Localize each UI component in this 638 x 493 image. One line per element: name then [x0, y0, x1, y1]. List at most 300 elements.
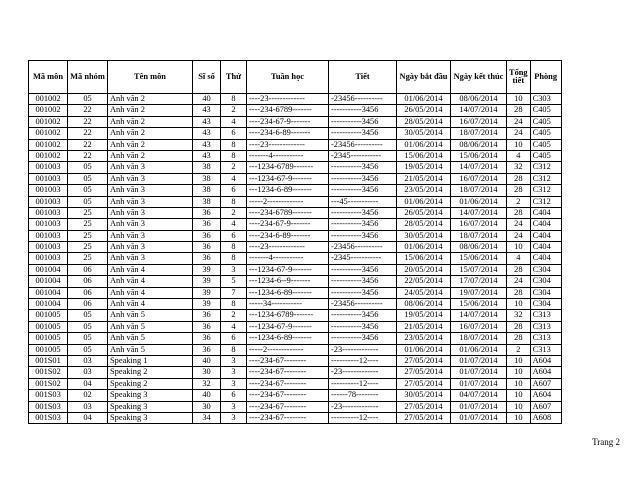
cell-si-so: 36 [193, 310, 221, 321]
cell-ten-mon: Anh văn 5 [108, 333, 193, 344]
cell-ten-mon: Anh văn 5 [108, 321, 193, 332]
cell-ma-nhom: 06 [68, 264, 108, 275]
cell-ngay-ket-thuc: 14/07/2014 [451, 207, 507, 218]
cell-tuan-hoc: ----23------------- [247, 242, 329, 253]
cell-ten-mon: Anh văn 3 [108, 230, 193, 241]
cell-tong-tiet: 2 [507, 344, 531, 355]
cell-phong: C405 [530, 150, 561, 161]
cell-ngay-ket-thuc: 14/07/2014 [451, 162, 507, 173]
cell-si-so: 39 [193, 299, 221, 310]
cell-tuan-hoc: ----234-67-------- [247, 401, 329, 412]
cell-tong-tiet: 28 [507, 321, 531, 332]
cell-ten-mon: Anh văn 2 [108, 116, 193, 127]
cell-tong-tiet: 24 [507, 128, 531, 139]
cell-tiet: ------78-------- [329, 390, 397, 401]
cell-thu: 4 [221, 116, 247, 127]
cell-tiet: -----------3456 [329, 116, 397, 127]
cell-si-so: 38 [193, 162, 221, 173]
cell-phong: C404 [530, 219, 561, 230]
cell-ma-mon: 001002 [29, 139, 68, 150]
cell-ma-nhom: 25 [68, 253, 108, 264]
cell-tong-tiet: 10 [507, 401, 531, 412]
cell-ma-mon: 001004 [29, 264, 68, 275]
cell-tuan-hoc: ---1234-6-89------- [247, 185, 329, 196]
cell-tong-tiet: 10 [507, 139, 531, 150]
cell-ngay-ket-thuc: 01/07/2014 [451, 401, 507, 412]
cell-tiet: -----------3456 [329, 162, 397, 173]
cell-tong-tiet: 32 [507, 310, 531, 321]
cell-phong: C313 [530, 321, 561, 332]
cell-tuan-hoc: ---1234-67-9------- [247, 173, 329, 184]
cell-ma-nhom: 04 [68, 412, 108, 423]
cell-si-so: 38 [193, 185, 221, 196]
cell-si-so: 36 [193, 321, 221, 332]
cell-ngay-bat-dau: 28/05/2014 [397, 219, 451, 230]
cell-tong-tiet: 10 [507, 94, 531, 105]
cell-ten-mon: Anh văn 3 [108, 219, 193, 230]
cell-ma-mon: 001002 [29, 150, 68, 161]
cell-ngay-bat-dau: 01/06/2014 [397, 344, 451, 355]
cell-thu: 8 [221, 242, 247, 253]
cell-tiet: -----------3456 [329, 287, 397, 298]
cell-tong-tiet: 10 [507, 355, 531, 366]
cell-si-so: 43 [193, 105, 221, 116]
cell-ma-mon: 001S03 [29, 412, 68, 423]
cell-si-so: 36 [193, 219, 221, 230]
cell-tong-tiet: 28 [507, 333, 531, 344]
cell-thu: 2 [221, 207, 247, 218]
header-thu: Thứ [221, 61, 247, 94]
cell-si-so: 43 [193, 150, 221, 161]
cell-si-so: 32 [193, 378, 221, 389]
cell-tiet: -2345----------- [329, 150, 397, 161]
table-row [29, 287, 562, 298]
cell-tiet: ----------12---- [329, 355, 397, 366]
cell-ngay-ket-thuc: 01/07/2014 [451, 412, 507, 423]
table-row [29, 264, 562, 275]
table-row [29, 116, 562, 127]
cell-ma-mon: 001S03 [29, 401, 68, 412]
table-row [29, 333, 562, 344]
cell-ten-mon: Anh văn 3 [108, 185, 193, 196]
cell-ngay-ket-thuc: 01/07/2014 [451, 367, 507, 378]
table-row [29, 105, 562, 116]
header-tong-tiet: Tổng tiết [507, 61, 531, 94]
cell-thu: 6 [221, 128, 247, 139]
cell-ngay-bat-dau: 21/05/2014 [397, 173, 451, 184]
cell-phong: C312 [530, 196, 561, 207]
cell-tuan-hoc: ---1234-6--9------- [247, 276, 329, 287]
cell-si-so: 40 [193, 390, 221, 401]
cell-phong: A604 [530, 390, 561, 401]
table-row [29, 128, 562, 139]
cell-ngay-bat-dau: 27/05/2014 [397, 412, 451, 423]
cell-phong: C312 [530, 162, 561, 173]
cell-thu: 3 [221, 412, 247, 423]
cell-ten-mon: Anh văn 5 [108, 310, 193, 321]
cell-ma-nhom: 05 [68, 173, 108, 184]
cell-ngay-bat-dau: 19/05/2014 [397, 162, 451, 173]
cell-tong-tiet: 10 [507, 390, 531, 401]
cell-tuan-hoc: -----34----------- [247, 299, 329, 310]
cell-ma-nhom: 22 [68, 150, 108, 161]
cell-tiet: -----------3456 [329, 105, 397, 116]
cell-ma-nhom: 03 [68, 367, 108, 378]
cell-ma-mon: 001005 [29, 344, 68, 355]
table-header-row [29, 61, 562, 94]
cell-ma-nhom: 05 [68, 94, 108, 105]
cell-ma-nhom: 25 [68, 230, 108, 241]
cell-tiet: -----------3456 [329, 219, 397, 230]
cell-tuan-hoc: ----234-67-------- [247, 367, 329, 378]
cell-ngay-bat-dau: 27/05/2014 [397, 378, 451, 389]
cell-ten-mon: Anh văn 4 [108, 299, 193, 310]
cell-tuan-hoc: ---1234-6-89------- [247, 333, 329, 344]
cell-thu: 8 [221, 299, 247, 310]
cell-ten-mon: Anh văn 2 [108, 150, 193, 161]
cell-tong-tiet: 2 [507, 196, 531, 207]
cell-si-so: 39 [193, 264, 221, 275]
cell-tong-tiet: 10 [507, 242, 531, 253]
cell-ten-mon: Anh văn 3 [108, 207, 193, 218]
table-row [29, 401, 562, 412]
cell-thu: 6 [221, 333, 247, 344]
cell-tiet: -23------------- [329, 344, 397, 355]
cell-ngay-bat-dau: 01/06/2014 [397, 196, 451, 207]
cell-ten-mon: Anh văn 3 [108, 162, 193, 173]
cell-tong-tiet: 28 [507, 207, 531, 218]
cell-tuan-hoc: ----234-67-------- [247, 378, 329, 389]
cell-ten-mon: Speaking 3 [108, 390, 193, 401]
cell-tuan-hoc: ----234-67-9------- [247, 116, 329, 127]
cell-tiet: -----------3456 [329, 333, 397, 344]
table-row [29, 355, 562, 366]
cell-ten-mon: Anh văn 3 [108, 173, 193, 184]
cell-si-so: 30 [193, 401, 221, 412]
cell-ma-nhom: 06 [68, 287, 108, 298]
cell-tiet: ---45----------- [329, 196, 397, 207]
cell-phong: C304 [530, 287, 561, 298]
table-row [29, 185, 562, 196]
cell-ma-nhom: 05 [68, 185, 108, 196]
cell-tong-tiet: 24 [507, 276, 531, 287]
table-row [29, 173, 562, 184]
cell-ngay-ket-thuc: 14/07/2014 [451, 105, 507, 116]
cell-ngay-ket-thuc: 01/07/2014 [451, 355, 507, 366]
cell-tong-tiet: 10 [507, 367, 531, 378]
cell-ma-nhom: 22 [68, 105, 108, 116]
cell-ma-nhom: 04 [68, 378, 108, 389]
cell-ma-mon: 001002 [29, 116, 68, 127]
cell-ma-mon: 001003 [29, 207, 68, 218]
table-row [29, 150, 562, 161]
cell-si-so: 36 [193, 344, 221, 355]
cell-ten-mon: Anh văn 2 [108, 94, 193, 105]
cell-tong-tiet: 10 [507, 412, 531, 423]
header-si-so: Sĩ số [193, 61, 221, 94]
cell-tong-tiet: 24 [507, 116, 531, 127]
cell-ma-nhom: 22 [68, 139, 108, 150]
cell-phong: C404 [530, 207, 561, 218]
cell-ten-mon: Anh văn 2 [108, 139, 193, 150]
cell-tiet: -----------3456 [329, 264, 397, 275]
cell-ma-nhom: 06 [68, 276, 108, 287]
table-row [29, 344, 562, 355]
cell-tuan-hoc: ---1234-67-9------- [247, 321, 329, 332]
table-row [29, 321, 562, 332]
cell-tiet: -----------3456 [329, 185, 397, 196]
cell-ngay-bat-dau: 27/05/2014 [397, 401, 451, 412]
cell-thu: 5 [221, 276, 247, 287]
cell-tuan-hoc: ----234-67-9------- [247, 219, 329, 230]
cell-thu: 6 [221, 230, 247, 241]
cell-ma-mon: 001002 [29, 94, 68, 105]
cell-tiet: -23456---------- [329, 94, 397, 105]
cell-ma-mon: 001005 [29, 333, 68, 344]
cell-ngay-ket-thuc: 15/07/2014 [451, 264, 507, 275]
cell-ten-mon: Speaking 2 [108, 367, 193, 378]
header-tuan-hoc: Tuần học [247, 61, 329, 94]
cell-tuan-hoc: -------4----------- [247, 253, 329, 264]
cell-phong: C405 [530, 128, 561, 139]
cell-phong: A607 [530, 378, 561, 389]
cell-thu: 4 [221, 173, 247, 184]
cell-thu: 3 [221, 401, 247, 412]
cell-tuan-hoc: ----234-6-89------- [247, 128, 329, 139]
cell-ngay-ket-thuc: 19/07/2014 [451, 287, 507, 298]
cell-ngay-ket-thuc: 01/06/2014 [451, 196, 507, 207]
cell-ma-mon: 001S02 [29, 367, 68, 378]
cell-ma-nhom: 22 [68, 116, 108, 127]
cell-ma-nhom: 25 [68, 242, 108, 253]
cell-thu: 8 [221, 150, 247, 161]
cell-tuan-hoc: -----2------------- [247, 344, 329, 355]
cell-ngay-ket-thuc: 08/06/2014 [451, 242, 507, 253]
cell-ten-mon: Anh văn 2 [108, 128, 193, 139]
table-row [29, 230, 562, 241]
table-row [29, 390, 562, 401]
cell-ma-nhom: 03 [68, 355, 108, 366]
cell-tuan-hoc: ---1234-67-9------- [247, 264, 329, 275]
cell-si-so: 36 [193, 207, 221, 218]
table-row [29, 139, 562, 150]
cell-tiet: -23456---------- [329, 299, 397, 310]
cell-ten-mon: Anh văn 2 [108, 105, 193, 116]
cell-ma-mon: 001003 [29, 196, 68, 207]
cell-ma-nhom: 05 [68, 310, 108, 321]
cell-tiet: ----------12---- [329, 412, 397, 423]
cell-ngay-bat-dau: 22/05/2014 [397, 276, 451, 287]
cell-ma-mon: 001003 [29, 242, 68, 253]
table-row [29, 367, 562, 378]
cell-tuan-hoc: ---1234-6789------- [247, 310, 329, 321]
cell-phong: A607 [530, 401, 561, 412]
schedule-table [28, 60, 562, 424]
cell-thu: 2 [221, 162, 247, 173]
cell-ma-mon: 001S02 [29, 378, 68, 389]
cell-thu: 4 [221, 321, 247, 332]
cell-thu: 3 [221, 367, 247, 378]
cell-phong: C303 [530, 94, 561, 105]
cell-ma-mon: 001005 [29, 310, 68, 321]
cell-tong-tiet: 10 [507, 378, 531, 389]
cell-tuan-hoc: ----234-6789------- [247, 207, 329, 218]
cell-ngay-bat-dau: 30/05/2014 [397, 390, 451, 401]
cell-thu: 7 [221, 287, 247, 298]
cell-thu: 2 [221, 105, 247, 116]
cell-tong-tiet: 28 [507, 287, 531, 298]
cell-si-so: 34 [193, 412, 221, 423]
cell-phong: C312 [530, 185, 561, 196]
cell-ma-nhom: 02 [68, 390, 108, 401]
cell-ten-mon: Anh văn 3 [108, 196, 193, 207]
cell-ma-mon: 001003 [29, 253, 68, 264]
cell-ngay-bat-dau: 27/05/2014 [397, 355, 451, 366]
cell-ngay-ket-thuc: 01/07/2014 [451, 378, 507, 389]
table-row [29, 242, 562, 253]
cell-ngay-ket-thuc: 15/06/2014 [451, 299, 507, 310]
table-row [29, 276, 562, 287]
cell-tuan-hoc: ----234-6789------- [247, 105, 329, 116]
header-ngay-ket-thuc: Ngày kết thúc [451, 61, 507, 94]
cell-ngay-bat-dau: 19/05/2014 [397, 310, 451, 321]
cell-tuan-hoc: ----23------------- [247, 94, 329, 105]
cell-ngay-ket-thuc: 16/07/2014 [451, 116, 507, 127]
cell-si-so: 40 [193, 94, 221, 105]
cell-thu: 3 [221, 355, 247, 366]
header-ma-mon: Mã môn [29, 61, 68, 94]
cell-tiet: -----------3456 [329, 128, 397, 139]
cell-si-so: 36 [193, 253, 221, 264]
cell-si-so: 43 [193, 116, 221, 127]
cell-thu: 8 [221, 94, 247, 105]
cell-ma-nhom: 25 [68, 219, 108, 230]
schedule-sheet [28, 60, 562, 424]
cell-ngay-ket-thuc: 04/07/2014 [451, 390, 507, 401]
cell-ngay-bat-dau: 26/05/2014 [397, 207, 451, 218]
cell-tuan-hoc: ---1234-6-89------- [247, 287, 329, 298]
cell-ngay-bat-dau: 15/06/2014 [397, 253, 451, 264]
cell-ngay-ket-thuc: 18/07/2014 [451, 230, 507, 241]
table-row [29, 196, 562, 207]
cell-tong-tiet: 10 [507, 299, 531, 310]
cell-ngay-bat-dau: 30/05/2014 [397, 128, 451, 139]
cell-ngay-bat-dau: 01/06/2014 [397, 94, 451, 105]
cell-si-so: 38 [193, 173, 221, 184]
cell-tuan-hoc: ----234-67-------- [247, 412, 329, 423]
cell-tong-tiet: 4 [507, 253, 531, 264]
cell-si-so: 39 [193, 276, 221, 287]
cell-ten-mon: Speaking 1 [108, 355, 193, 366]
cell-ngay-bat-dau: 15/06/2014 [397, 150, 451, 161]
cell-tuan-hoc: ----234-67-------- [247, 355, 329, 366]
cell-ngay-bat-dau: 21/05/2014 [397, 321, 451, 332]
cell-phong: C313 [530, 310, 561, 321]
cell-ma-nhom: 03 [68, 401, 108, 412]
cell-ma-nhom: 05 [68, 196, 108, 207]
cell-phong: C404 [530, 242, 561, 253]
cell-ma-nhom: 22 [68, 128, 108, 139]
cell-tiet: -----------3456 [329, 207, 397, 218]
cell-ma-mon: 001003 [29, 230, 68, 241]
header-ngay-bat-dau: Ngày bắt đầu [397, 61, 451, 94]
cell-ngay-bat-dau: 08/06/2014 [397, 299, 451, 310]
table-row [29, 378, 562, 389]
cell-ngay-bat-dau: 23/05/2014 [397, 333, 451, 344]
cell-ngay-ket-thuc: 16/07/2014 [451, 321, 507, 332]
cell-tiet: -23456---------- [329, 139, 397, 150]
cell-ma-nhom: 05 [68, 321, 108, 332]
cell-tong-tiet: 28 [507, 105, 531, 116]
cell-ngay-bat-dau: 01/06/2014 [397, 242, 451, 253]
cell-thu: 8 [221, 253, 247, 264]
cell-phong: C312 [530, 173, 561, 184]
table-body [29, 94, 562, 424]
cell-thu: 3 [221, 264, 247, 275]
cell-ten-mon: Speaking 3 [108, 401, 193, 412]
cell-ngay-ket-thuc: 18/07/2014 [451, 128, 507, 139]
cell-phong: C304 [530, 299, 561, 310]
cell-si-so: 39 [193, 287, 221, 298]
cell-ngay-ket-thuc: 17/07/2014 [451, 276, 507, 287]
cell-ngay-bat-dau: 20/05/2014 [397, 264, 451, 275]
cell-ma-mon: 001003 [29, 162, 68, 173]
table-row [29, 253, 562, 264]
cell-phong: C404 [530, 253, 561, 264]
cell-ma-mon: 001003 [29, 185, 68, 196]
cell-ten-mon: Speaking 2 [108, 378, 193, 389]
cell-thu: 6 [221, 390, 247, 401]
cell-si-so: 43 [193, 128, 221, 139]
page-number: Trang 2 [592, 437, 620, 447]
cell-ma-mon: 001004 [29, 287, 68, 298]
cell-tuan-hoc: -----2------------- [247, 196, 329, 207]
cell-phong: C405 [530, 105, 561, 116]
cell-tong-tiet: 28 [507, 173, 531, 184]
cell-ma-mon: 001003 [29, 173, 68, 184]
cell-ten-mon: Speaking 3 [108, 412, 193, 423]
cell-si-so: 36 [193, 333, 221, 344]
table-row [29, 310, 562, 321]
cell-ngay-ket-thuc: 16/07/2014 [451, 219, 507, 230]
cell-thu: 8 [221, 196, 247, 207]
cell-ngay-bat-dau: 23/05/2014 [397, 185, 451, 196]
cell-ngay-ket-thuc: 18/07/2014 [451, 333, 507, 344]
cell-tong-tiet: 4 [507, 150, 531, 161]
cell-ngay-ket-thuc: 08/06/2014 [451, 139, 507, 150]
table-row [29, 299, 562, 310]
cell-ten-mon: Anh văn 5 [108, 344, 193, 355]
header-ma-nhom: Mã nhóm [68, 61, 108, 94]
cell-si-so: 38 [193, 196, 221, 207]
cell-tiet: -----------3456 [329, 230, 397, 241]
cell-tiet: -2345----------- [329, 253, 397, 264]
cell-phong: C304 [530, 276, 561, 287]
cell-phong: C404 [530, 230, 561, 241]
cell-tong-tiet: 28 [507, 185, 531, 196]
cell-si-so: 36 [193, 230, 221, 241]
cell-ngay-bat-dau: 27/05/2014 [397, 367, 451, 378]
cell-ma-mon: 001S03 [29, 390, 68, 401]
cell-ten-mon: Anh văn 3 [108, 242, 193, 253]
cell-phong: C313 [530, 333, 561, 344]
cell-tiet: -----------3456 [329, 310, 397, 321]
cell-ten-mon: Anh văn 3 [108, 253, 193, 264]
cell-tiet: -----------3456 [329, 276, 397, 287]
cell-ten-mon: Anh văn 4 [108, 276, 193, 287]
cell-phong: C405 [530, 116, 561, 127]
cell-ma-nhom: 06 [68, 299, 108, 310]
